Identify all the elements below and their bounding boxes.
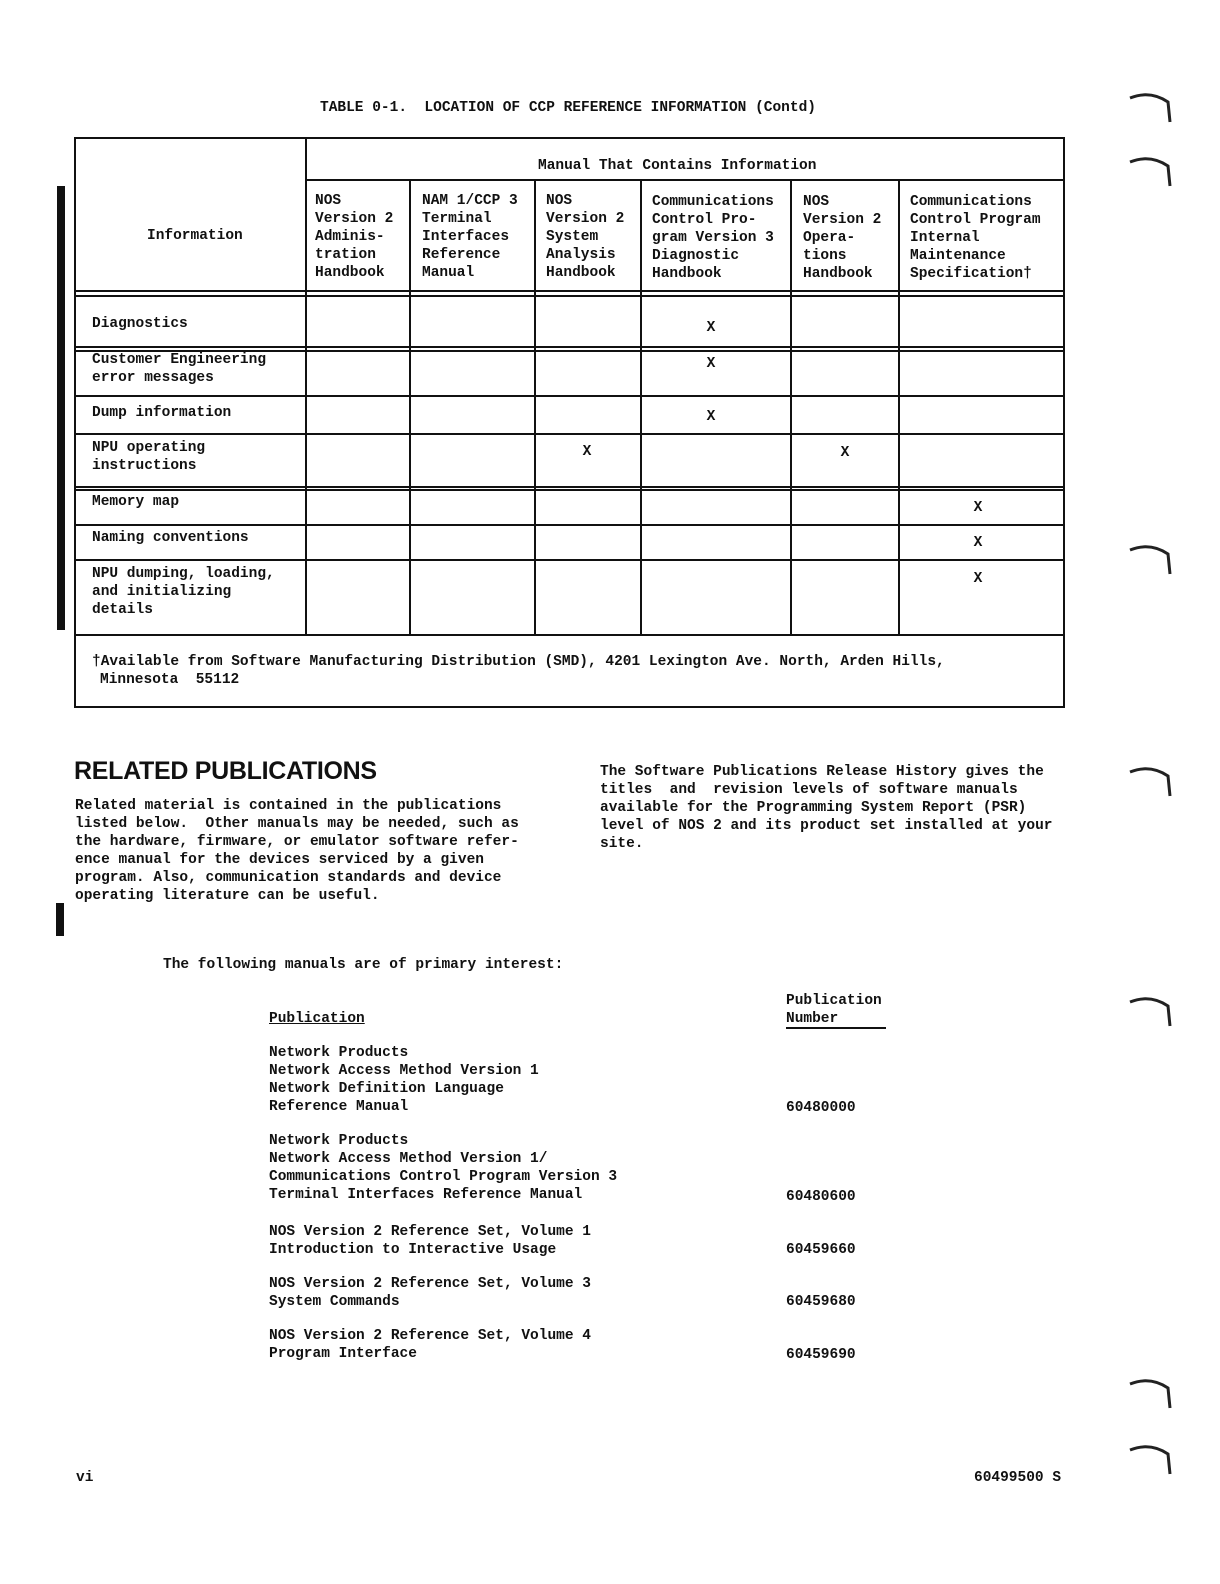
- change-bar: [56, 903, 64, 936]
- publication-title: Network Products Network Access Method Version 1 Network Definition Language Reference Manual: [269, 1045, 539, 1115]
- table-caption: TABLE 0-1. LOCATION OF CCP REFERENCE INFORMATION (Contd): [320, 100, 816, 116]
- related-intro-paragraph: Related material is contained in the publications listed below. Other manuals may be needed, such as the hardware, firmware, or emulator software refer- ence manual for the devices serviced by a given program. Also, communication standards and device operating literature can be useful.: [75, 798, 519, 904]
- row-label: Diagnostics: [92, 316, 188, 332]
- manuals-intro: The following manuals are of primary interest:: [163, 957, 564, 973]
- mark-x: X: [973, 500, 983, 516]
- document-number: 60499500 S: [974, 1470, 1062, 1486]
- reference-table: [74, 137, 1065, 708]
- row-label: Memory map: [92, 494, 180, 510]
- publication-number: 60480000: [786, 1100, 856, 1116]
- binder-hole-icon: [1128, 540, 1172, 584]
- table-rule: [76, 295, 1065, 297]
- publication-title: NOS Version 2 Reference Set, Volume 3 System Commands: [269, 1276, 591, 1310]
- release-history-paragraph: The Software Publications Release History gives the titles and revision levels of software manuals available for the Programming System Report (PSR) level of NOS 2 and its product set installed at your site.: [600, 764, 1053, 852]
- table-rule: [898, 179, 900, 634]
- binder-hole-icon: [1128, 1374, 1172, 1418]
- table-footnote: †Available from Software Manufacturing Distribution (SMD), 4201 Lexington Ave. North, Arden Hills,: [92, 654, 945, 670]
- binder-hole-icon: [1128, 1440, 1172, 1484]
- mark-x: X: [840, 445, 850, 461]
- table-rule: [305, 139, 307, 634]
- publication-number: 60459680: [786, 1294, 856, 1310]
- row-label: Naming conventions: [92, 530, 249, 546]
- column-header: Communications Control Program Internal Maintenance Specification†: [910, 194, 1041, 282]
- table-rule: [790, 179, 792, 634]
- row-label: NPU dumping, loading, and initializing details: [92, 566, 275, 618]
- table-rule: [76, 489, 1065, 491]
- publication-number: 60459660: [786, 1242, 856, 1258]
- table-rule: [76, 395, 1065, 397]
- publication-title: NOS Version 2 Reference Set, Volume 1 Introduction to Interactive Usage: [269, 1224, 591, 1258]
- column-header: NOS Version 2 System Analysis Handbook: [546, 193, 625, 281]
- group-header: Manual That Contains Information: [538, 158, 817, 174]
- column-header: NOS Version 2 Adminis- tration Handbook: [315, 193, 394, 281]
- table-rule: [76, 433, 1065, 435]
- row-label: Customer Engineering error messages: [92, 352, 267, 386]
- section-heading: RELATED PUBLICATIONS: [74, 757, 377, 785]
- table-rule: [76, 559, 1065, 561]
- table-rule: [76, 486, 1065, 488]
- mark-x: X: [706, 356, 716, 372]
- table-rule: [76, 524, 1065, 526]
- table-rule: [409, 179, 411, 634]
- publication-number: 60459690: [786, 1347, 856, 1363]
- table-rule: [534, 179, 536, 634]
- table-rule: [76, 634, 1065, 636]
- table-rule: [76, 346, 1065, 348]
- table-rule: [640, 179, 642, 634]
- binder-hole-icon: [1128, 762, 1172, 806]
- publication-column-header: Publication: [269, 1011, 365, 1027]
- table-rule: [306, 179, 1065, 181]
- mark-x: X: [582, 444, 592, 460]
- number-column-header: Number: [786, 1011, 886, 1029]
- binder-hole-icon: [1128, 992, 1172, 1036]
- table-footnote: Minnesota 55112: [100, 672, 240, 688]
- table-rule: [76, 290, 1065, 292]
- info-header: Information: [147, 228, 243, 244]
- publication-title: NOS Version 2 Reference Set, Volume 4 Program Interface: [269, 1328, 591, 1362]
- row-label: Dump information: [92, 405, 232, 421]
- binder-hole-icon: [1128, 152, 1172, 196]
- publication-title: Network Products Network Access Method Version 1/ Communications Control Program Version 3 Terminal Interfaces Reference Manual: [269, 1133, 618, 1203]
- number-column-header: Publication: [786, 993, 882, 1009]
- row-label: NPU operating instructions: [92, 440, 206, 474]
- mark-x: X: [973, 571, 983, 587]
- publication-number: 60480600: [786, 1189, 856, 1205]
- change-bar: [57, 186, 65, 630]
- mark-x: X: [706, 409, 716, 425]
- page-number: vi: [76, 1470, 94, 1486]
- mark-x: X: [706, 320, 716, 336]
- column-header: NAM 1/CCP 3 Terminal Interfaces Reference Manual: [422, 193, 518, 281]
- column-header: Communications Control Pro- gram Version 3 Diagnostic Handbook: [652, 194, 774, 282]
- mark-x: X: [973, 535, 983, 551]
- column-header: NOS Version 2 Opera- tions Handbook: [803, 194, 882, 282]
- binder-hole-icon: [1128, 88, 1172, 132]
